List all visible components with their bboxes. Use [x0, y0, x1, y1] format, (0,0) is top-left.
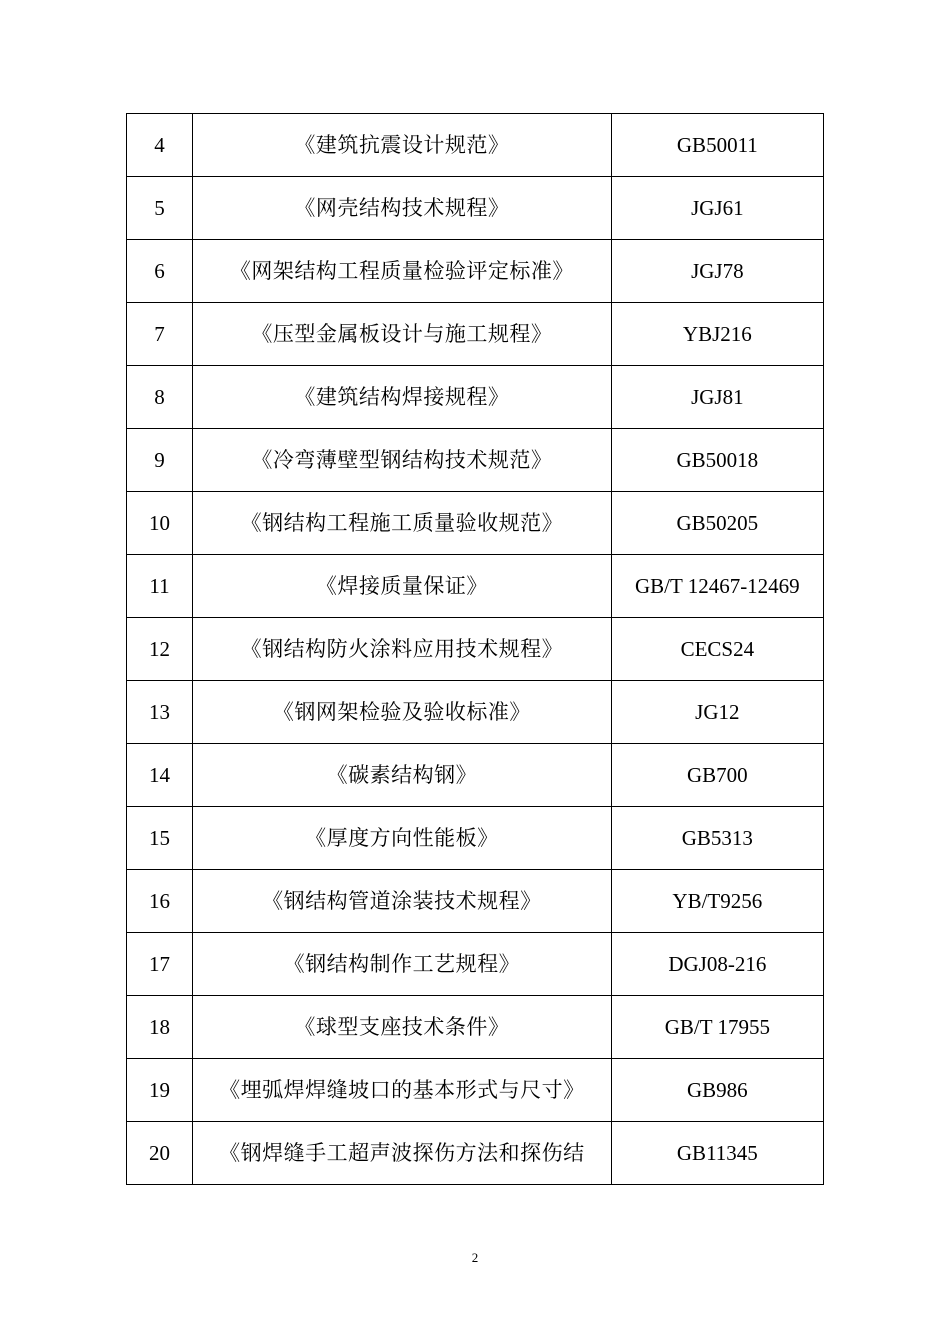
standard-name-cell: 《网壳结构技术规程》: [193, 177, 612, 240]
row-number-cell: 18: [127, 996, 193, 1059]
standard-name-cell: 《钢结构防火涂料应用技术规程》: [193, 618, 612, 681]
standard-code-cell: JGJ61: [611, 177, 823, 240]
standard-name-cell: 《碳素结构钢》: [193, 744, 612, 807]
row-number-cell: 6: [127, 240, 193, 303]
standard-code-cell: GB/T 12467-12469: [611, 555, 823, 618]
standard-name-cell: 《埋弧焊焊缝坡口的基本形式与尺寸》: [193, 1059, 612, 1122]
row-number-cell: 19: [127, 1059, 193, 1122]
row-number-cell: 9: [127, 429, 193, 492]
row-number-cell: 15: [127, 807, 193, 870]
standard-name-cell: 《网架结构工程质量检验评定标准》: [193, 240, 612, 303]
table-row: [127, 618, 824, 681]
standard-name-cell: 《建筑结构焊接规程》: [193, 366, 612, 429]
standard-name-cell: 《钢结构管道涂装技术规程》: [193, 870, 612, 933]
standards-table-body: [127, 114, 824, 1185]
standard-name-cell: 《钢网架检验及验收标准》: [193, 681, 612, 744]
table-row: [127, 240, 824, 303]
row-number-cell: 4: [127, 114, 193, 177]
table-row: [127, 492, 824, 555]
standard-name-cell: 《压型金属板设计与施工规程》: [193, 303, 612, 366]
table-row: [127, 996, 824, 1059]
table-row: [127, 555, 824, 618]
standard-code-cell: DGJ08-216: [611, 933, 823, 996]
table-row: [127, 366, 824, 429]
standard-name-cell: 《钢结构工程施工质量验收规范》: [193, 492, 612, 555]
table-row: [127, 1059, 824, 1122]
row-number-cell: 7: [127, 303, 193, 366]
row-number-cell: 11: [127, 555, 193, 618]
row-number-cell: 17: [127, 933, 193, 996]
standard-code-cell: JGJ78: [611, 240, 823, 303]
standard-code-cell: JGJ81: [611, 366, 823, 429]
standard-name-cell: 《钢结构制作工艺规程》: [193, 933, 612, 996]
table-row: [127, 1122, 824, 1185]
standard-code-cell: CECS24: [611, 618, 823, 681]
table-row: [127, 114, 824, 177]
standard-code-cell: YBJ216: [611, 303, 823, 366]
standard-name-cell: 《焊接质量保证》: [193, 555, 612, 618]
row-number-cell: 10: [127, 492, 193, 555]
table-row: [127, 429, 824, 492]
standard-name-cell: 《钢焊缝手工超声波探伤方法和探伤结: [193, 1122, 612, 1185]
page-number: 2: [471, 1250, 479, 1265]
standard-code-cell: GB986: [611, 1059, 823, 1122]
standards-table: [126, 113, 824, 1185]
row-number-cell: 16: [127, 870, 193, 933]
table-row: [127, 870, 824, 933]
row-number-cell: 13: [127, 681, 193, 744]
standard-name-cell: 《厚度方向性能板》: [193, 807, 612, 870]
standard-name-cell: 《冷弯薄壁型钢结构技术规范》: [193, 429, 612, 492]
standard-code-cell: GB5313: [611, 807, 823, 870]
standard-name-cell: 《建筑抗震设计规范》: [193, 114, 612, 177]
table-row: [127, 177, 824, 240]
table-row: [127, 681, 824, 744]
table-row: [127, 303, 824, 366]
table-row: [127, 744, 824, 807]
row-number-cell: 20: [127, 1122, 193, 1185]
standard-code-cell: GB50205: [611, 492, 823, 555]
table-row: [127, 933, 824, 996]
row-number-cell: 12: [127, 618, 193, 681]
row-number-cell: 14: [127, 744, 193, 807]
standard-code-cell: JG12: [611, 681, 823, 744]
table-row: [127, 807, 824, 870]
row-number-cell: 5: [127, 177, 193, 240]
standard-code-cell: GB700: [611, 744, 823, 807]
standard-code-cell: GB/T 17955: [611, 996, 823, 1059]
row-number-cell: 8: [127, 366, 193, 429]
standard-code-cell: GB11345: [611, 1122, 823, 1185]
standard-code-cell: GB50018: [611, 429, 823, 492]
standard-code-cell: GB50011: [611, 114, 823, 177]
standard-name-cell: 《球型支座技术条件》: [193, 996, 612, 1059]
standard-code-cell: YB/T9256: [611, 870, 823, 933]
